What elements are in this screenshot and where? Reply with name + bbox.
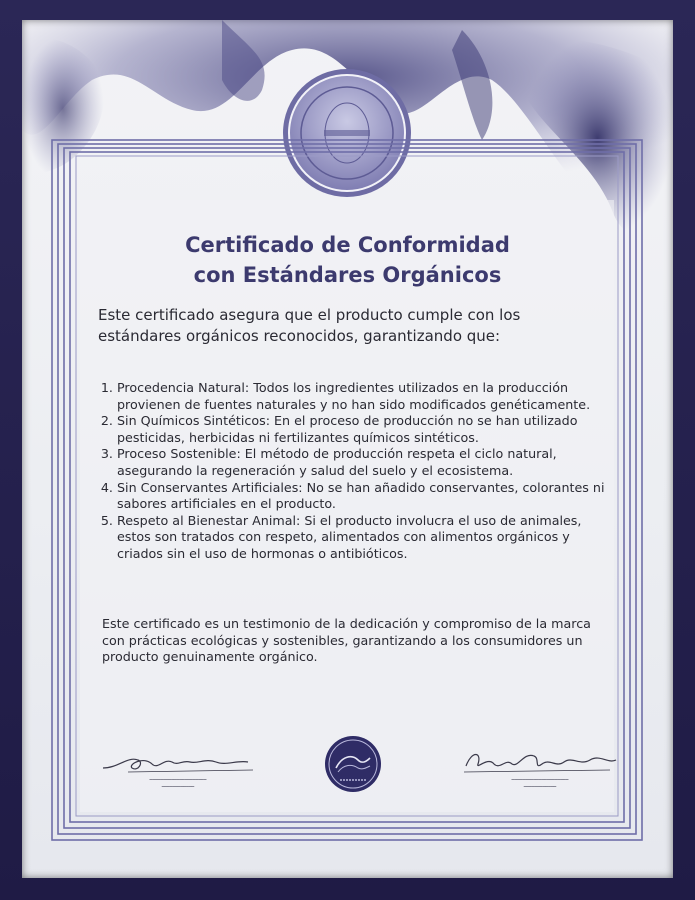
list-item: 3. Proceso Sostenible: El método de producción respeta el ciclo natural, asegurando la regeneración y salud del suelo y el ecosistema. (117, 446, 617, 479)
title-line-2: con Estándares Orgánicos (193, 263, 502, 287)
signature-right (460, 742, 620, 802)
criteria-list (100, 380, 617, 563)
signature-left-caption-2: ━━━━━━━━━━━━ (161, 785, 195, 790)
list-item: 1. Procedencia Natural: Todos los ingredientes utilizados en la producción provienen de fuentes naturales y no han sido modificados genéticamente. (117, 380, 617, 413)
closing-paragraph: Este certificado es un testimonio de la dedicación y compromiso de la marca con prácticas ecológicas y sostenibles, garantizando a los consumidores un producto genuinamente orgánico. (102, 616, 591, 665)
signature-left (98, 742, 258, 802)
list-item: 4. Sin Conservantes Artificiales: No se han añadido conservantes, colorantes ni sabores artificiales en el producto. (117, 480, 617, 513)
signature-right-icon (460, 742, 620, 776)
list-item: 2. Sin Químicos Sintéticos: En el proceso de producción no se han utilizado pesticidas, herbicidas ni fertilizantes químicos sintéticos. (117, 413, 617, 446)
title-line-1: Certificado de Conformidad (185, 233, 510, 257)
wave-seal-icon (324, 732, 382, 796)
signature-left-caption-1: ━━━━━━━━━━━━━━━━━━━━━ (149, 778, 207, 783)
intro-paragraph: Este certificado asegura que el producto cumple con los estándares orgánicos reconocidos, garantizando que: (98, 306, 521, 345)
signature-right-caption-1: ━━━━━━━━━━━━━━━━━━━━━ (511, 778, 569, 783)
signature-right-caption-2: ━━━━━━━━━━━━ (523, 785, 557, 790)
signature-left-icon (98, 742, 258, 776)
list-item: 5. Respeto al Bienestar Animal: Si el producto involucra el uso de animales, estos son tratados con respeto, alimentados con alimentos orgánicos y criados sin el uso de hormonas o antibióticos. (117, 513, 617, 563)
certificate-paper (22, 20, 673, 878)
certificate-title (22, 230, 673, 290)
